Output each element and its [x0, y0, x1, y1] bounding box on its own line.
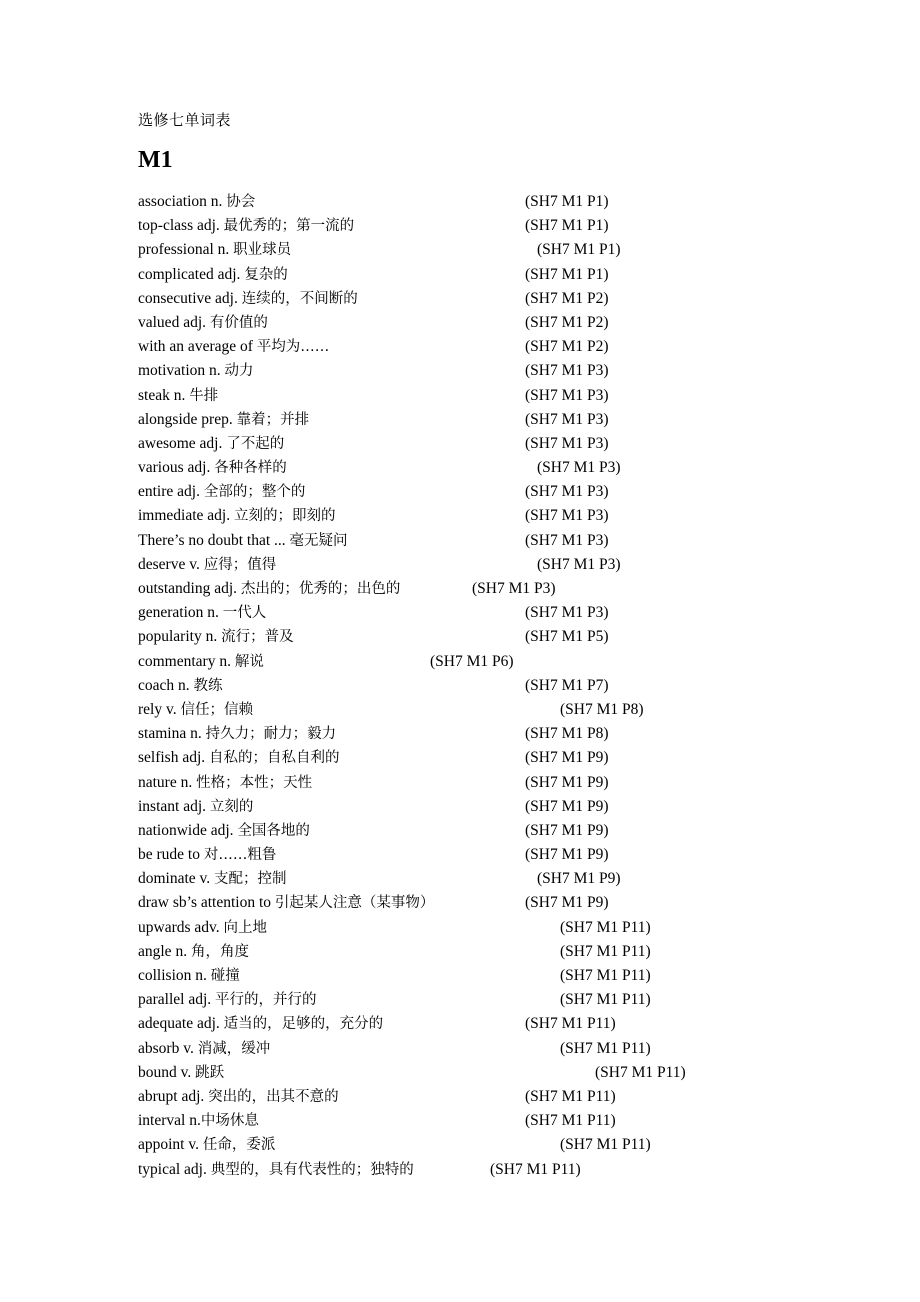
vocabulary-entry: [138, 214, 354, 238]
vocabulary-meaning: 典型的，具有代表性的；独特的: [210, 1161, 414, 1178]
vocabulary-meaning: 角，角度: [190, 943, 249, 960]
vocabulary-meaning: 协会: [226, 194, 256, 210]
vocabulary-word: entire adj.: [138, 483, 200, 501]
vocabulary-meaning: 最优秀的；第一流的: [223, 218, 355, 235]
vocabulary-reference: (SH7 M1 P1): [525, 193, 609, 210]
vocabulary-entry: [138, 1037, 270, 1061]
vocabulary-row: [138, 504, 790, 528]
vocabulary-reference: (SH7 M1 P3): [525, 604, 609, 622]
vocabulary-row: [138, 988, 790, 1012]
vocabulary-meaning: 全国各地的: [237, 822, 310, 839]
vocabulary-meaning: 各种各样的: [214, 460, 287, 477]
vocabulary-row: [138, 722, 790, 746]
vocabulary-reference: (SH7 M1 P11): [560, 967, 651, 984]
vocabulary-word: There’s no doubt that ...: [138, 531, 286, 549]
vocabulary-entry: [138, 335, 329, 359]
vocabulary-entry: [138, 988, 317, 1012]
vocabulary-word: typical adj.: [138, 1160, 207, 1178]
vocabulary-row: [138, 456, 790, 480]
vocabulary-reference: (SH7 M1 P8): [525, 725, 609, 743]
vocabulary-meaning: 平均为……: [256, 339, 330, 356]
vocabulary-entry: [138, 529, 348, 553]
vocabulary-reference: (SH7 M1 P3): [525, 531, 609, 549]
vocabulary-word: draw sb’s attention to: [138, 894, 272, 912]
vocabulary-entry: [138, 940, 249, 964]
vocabulary-reference: (SH7 M1 P5): [525, 628, 609, 646]
vocabulary-meaning: 全部的；整个的: [203, 484, 306, 501]
vocabulary-word: generation n.: [138, 604, 219, 622]
vocabulary-meaning: 信任；信赖: [180, 701, 253, 718]
vocabulary-row: [138, 867, 790, 891]
vocabulary-reference: (SH7 M1 P3): [525, 386, 609, 404]
vocabulary-entry: [138, 1133, 275, 1157]
vocabulary-row: [138, 384, 790, 408]
vocabulary-meaning: 任命，委派: [202, 1137, 276, 1154]
vocabulary-entry: [138, 1158, 414, 1182]
vocabulary-row: [138, 1085, 790, 1109]
vocabulary-word: various adj.: [138, 459, 211, 477]
vocabulary-entry: [138, 1085, 339, 1109]
vocabulary-reference: (SH7 M1 P11): [525, 1112, 616, 1130]
vocabulary-word: bound v.: [138, 1063, 192, 1081]
vocabulary-row: [138, 335, 790, 359]
vocabulary-word: be rude to: [138, 846, 200, 864]
vocabulary-word: deserve v.: [138, 555, 200, 573]
vocabulary-row: [138, 916, 790, 940]
vocabulary-row: [138, 359, 790, 383]
vocabulary-word: consecutive adj.: [138, 289, 238, 307]
vocabulary-meaning: 牛排: [189, 387, 219, 404]
vocabulary-row: [138, 940, 790, 964]
vocabulary-meaning: 自私的；自私自利的: [209, 750, 340, 767]
vocabulary-row: [138, 601, 790, 625]
vocabulary-meaning: 中场休息: [200, 1113, 259, 1130]
vocabulary-row: [138, 238, 790, 262]
vocabulary-entry: [138, 432, 284, 456]
vocabulary-word: commentary n.: [138, 652, 231, 670]
vocabulary-row: [138, 553, 790, 577]
vocabulary-reference: (SH7 M1 P1): [525, 217, 609, 235]
vocabulary-word: nature n.: [138, 773, 193, 791]
vocabulary-meaning: 连续的，不间断的: [241, 290, 358, 307]
vocabulary-entry: [138, 698, 253, 722]
vocabulary-meaning: 立刻的: [209, 798, 254, 815]
vocabulary-word: stamina n.: [138, 725, 202, 743]
vocabulary-row: [138, 964, 790, 988]
vocabulary-meaning: 向上地: [223, 919, 268, 936]
vocabulary-entry: [138, 891, 434, 915]
vocabulary-row: [138, 1037, 790, 1061]
vocabulary-word: angle n.: [138, 942, 188, 960]
vocabulary-reference: (SH7 M1 P2): [525, 289, 609, 307]
vocabulary-row: [138, 891, 790, 915]
vocabulary-row: [138, 795, 790, 819]
vocabulary-reference: (SH7 M1 P3): [525, 362, 609, 380]
vocabulary-entry: [138, 1012, 383, 1036]
vocabulary-row: [138, 746, 790, 770]
vocabulary-row: [138, 190, 790, 214]
vocabulary-row: [138, 311, 790, 335]
vocabulary-entry: [138, 650, 264, 674]
vocabulary-meaning: 引起某人注意（某事物）: [274, 895, 435, 912]
vocabulary-word: abrupt adj.: [138, 1087, 205, 1105]
vocabulary-word: complicated adj.: [138, 265, 241, 283]
vocabulary-row: [138, 480, 790, 504]
vocabulary-meaning: 杰出的；优秀的；出色的: [240, 581, 401, 597]
vocabulary-word: nationwide adj.: [138, 821, 234, 839]
vocabulary-reference: (SH7 M1 P1): [525, 265, 609, 283]
vocabulary-meaning: 复杂的: [244, 266, 288, 283]
vocabulary-word: alongside prep.: [138, 410, 233, 428]
vocabulary-entry: [138, 843, 276, 867]
vocabulary-row: [138, 674, 790, 698]
vocabulary-meaning: 持久力；耐力；毅力: [205, 726, 337, 743]
vocabulary-meaning: 突出的，出其不意的: [208, 1088, 339, 1105]
vocabulary-word: coach n.: [138, 676, 190, 694]
vocabulary-row: [138, 650, 790, 674]
vocabulary-row: [138, 287, 790, 311]
vocabulary-word: motivation n.: [138, 362, 221, 380]
vocabulary-entry: [138, 625, 294, 649]
vocabulary-entry: [138, 577, 400, 601]
vocabulary-entry: [138, 601, 266, 625]
vocabulary-reference: (SH7 M1 P2): [525, 338, 609, 356]
vocabulary-meaning: 对……粗鲁: [203, 847, 277, 864]
vocabulary-entry: [138, 1061, 224, 1085]
vocabulary-meaning: 应得；值得: [203, 556, 277, 573]
vocabulary-word: parallel adj.: [138, 991, 212, 1009]
vocabulary-entry: [138, 456, 287, 480]
vocabulary-reference: (SH7 M1 P11): [560, 942, 651, 960]
vocabulary-entry: [138, 722, 336, 746]
vocabulary-meaning: 性格；本性；天性: [196, 774, 313, 791]
vocabulary-row: [138, 843, 790, 867]
vocabulary-entry: [138, 408, 309, 432]
vocabulary-reference: (SH7 M1 P11): [560, 918, 651, 936]
vocabulary-reference: (SH7 M1 P9): [525, 797, 609, 815]
vocabulary-reference: (SH7 M1 P7): [525, 676, 609, 694]
vocabulary-row: [138, 408, 790, 432]
vocabulary-row: [138, 529, 790, 553]
vocabulary-meaning: 适当的，足够的，充分的: [223, 1016, 384, 1033]
vocabulary-entry: [138, 819, 310, 843]
vocabulary-reference: (SH7 M1 P1): [537, 241, 621, 259]
vocabulary-word: rely v.: [138, 700, 177, 718]
vocabulary-word: immediate adj.: [138, 507, 231, 525]
vocabulary-reference: (SH7 M1 P2): [525, 313, 609, 331]
vocabulary-word: adequate adj.: [138, 1015, 220, 1033]
vocabulary-word: interval n.: [138, 1112, 201, 1130]
vocabulary-entry: [138, 964, 240, 988]
vocabulary-reference: (SH7 M1 P3): [525, 434, 609, 452]
vocabulary-entry: [138, 674, 223, 698]
vocabulary-meaning: 解说: [234, 653, 264, 670]
vocabulary-reference: (SH7 M1 P6): [430, 652, 514, 670]
vocabulary-meaning: 流行；普及: [221, 629, 294, 646]
vocabulary-meaning: 一代人: [222, 605, 267, 622]
vocabulary-entry: [138, 916, 267, 940]
vocabulary-reference: (SH7 M1 P9): [525, 846, 609, 864]
vocabulary-reference: (SH7 M1 P11): [490, 1160, 581, 1178]
vocabulary-word: popularity n.: [138, 628, 218, 646]
vocabulary-reference: (SH7 M1 P9): [525, 773, 609, 791]
vocabulary-meaning: 支配；控制: [214, 871, 287, 888]
vocabulary-word: valued adj.: [138, 313, 207, 331]
vocabulary-reference: (SH7 M1 P3): [472, 580, 556, 597]
vocabulary-reference: (SH7 M1 P11): [560, 991, 651, 1009]
vocabulary-word: top-class adj.: [138, 217, 220, 235]
vocabulary-reference: (SH7 M1 P9): [525, 749, 609, 767]
vocabulary-word: appoint v.: [138, 1136, 199, 1154]
vocabulary-row: [138, 432, 790, 456]
vocabulary-row: [138, 263, 790, 287]
vocabulary-meaning: 毫无疑问: [289, 532, 348, 549]
vocabulary-meaning: 有价值的: [209, 314, 268, 331]
vocabulary-reference: (SH7 M1 P9): [537, 870, 621, 888]
vocabulary-entry: [138, 384, 218, 408]
vocabulary-entry: [138, 504, 335, 528]
vocabulary-meaning: 职业球员: [233, 242, 292, 259]
vocabulary-row: [138, 1061, 790, 1085]
vocabulary-reference: (SH7 M1 P11): [560, 1136, 651, 1154]
vocabulary-entry: [138, 263, 288, 287]
vocabulary-meaning: 跳跃: [195, 1064, 225, 1081]
vocabulary-entry: [138, 1109, 259, 1133]
document-subtitle: 选修七单词表: [138, 113, 232, 129]
vocabulary-row: [138, 625, 790, 649]
vocabulary-entry: [138, 287, 358, 311]
vocabulary-reference: (SH7 M1 P3): [525, 507, 609, 525]
vocabulary-reference: (SH7 M1 P9): [525, 821, 609, 839]
vocabulary-reference: (SH7 M1 P11): [595, 1063, 686, 1081]
vocabulary-word: dominate v.: [138, 870, 211, 888]
vocabulary-row: [138, 1158, 790, 1182]
vocabulary-row: [138, 1109, 790, 1133]
vocabulary-reference: (SH7 M1 P3): [525, 483, 609, 501]
vocabulary-reference: (SH7 M1 P9): [525, 894, 609, 912]
vocabulary-word: professional n.: [138, 241, 230, 259]
vocabulary-reference: (SH7 M1 P11): [525, 1015, 616, 1033]
vocabulary-meaning: 立刻的；即刻的: [233, 508, 336, 525]
vocabulary-word: with an average of: [138, 338, 253, 356]
vocabulary-row: [138, 771, 790, 795]
vocabulary-meaning: 消减，缓冲: [197, 1040, 271, 1057]
vocabulary-entry: [138, 795, 253, 819]
vocabulary-row: [138, 698, 790, 722]
vocabulary-list: [138, 190, 790, 1182]
vocabulary-meaning: 平行的，并行的: [215, 992, 317, 1009]
vocabulary-meaning: 靠着；并排: [236, 411, 310, 428]
vocabulary-word: instant adj.: [138, 797, 207, 815]
vocabulary-entry: [138, 311, 268, 335]
vocabulary-entry: [138, 867, 287, 891]
vocabulary-reference: (SH7 M1 P11): [560, 1039, 651, 1057]
vocabulary-word: awesome adj.: [138, 434, 223, 452]
vocabulary-reference: (SH7 M1 P8): [560, 700, 644, 718]
vocabulary-word: association n.: [138, 193, 223, 210]
vocabulary-word: steak n.: [138, 386, 186, 404]
vocabulary-word: collision n.: [138, 967, 207, 984]
vocabulary-entry: [138, 771, 312, 795]
vocabulary-row: [138, 577, 790, 601]
vocabulary-row: [138, 819, 790, 843]
vocabulary-meaning: 动力: [224, 363, 254, 380]
module-heading: M1: [138, 147, 173, 173]
vocabulary-word: absorb v.: [138, 1039, 194, 1057]
vocabulary-meaning: 教练: [193, 677, 223, 694]
vocabulary-entry: [138, 746, 340, 770]
vocabulary-reference: (SH7 M1 P3): [525, 410, 609, 428]
vocabulary-reference: (SH7 M1 P11): [525, 1087, 616, 1105]
vocabulary-row: [138, 1012, 790, 1036]
vocabulary-word: selfish adj.: [138, 749, 206, 767]
vocabulary-entry: [138, 238, 291, 262]
vocabulary-word: outstanding adj.: [138, 580, 238, 597]
vocabulary-row: [138, 214, 790, 238]
vocabulary-entry: [138, 553, 276, 577]
vocabulary-reference: (SH7 M1 P3): [537, 555, 621, 573]
vocabulary-entry: [138, 359, 254, 383]
vocabulary-meaning: 了不起的: [226, 435, 285, 452]
vocabulary-word: upwards adv.: [138, 918, 220, 936]
vocabulary-meaning: 碰撞: [210, 968, 240, 984]
vocabulary-reference: (SH7 M1 P3): [537, 459, 621, 477]
vocabulary-entry: [138, 480, 305, 504]
vocabulary-row: [138, 1133, 790, 1157]
vocabulary-entry: [138, 190, 255, 214]
